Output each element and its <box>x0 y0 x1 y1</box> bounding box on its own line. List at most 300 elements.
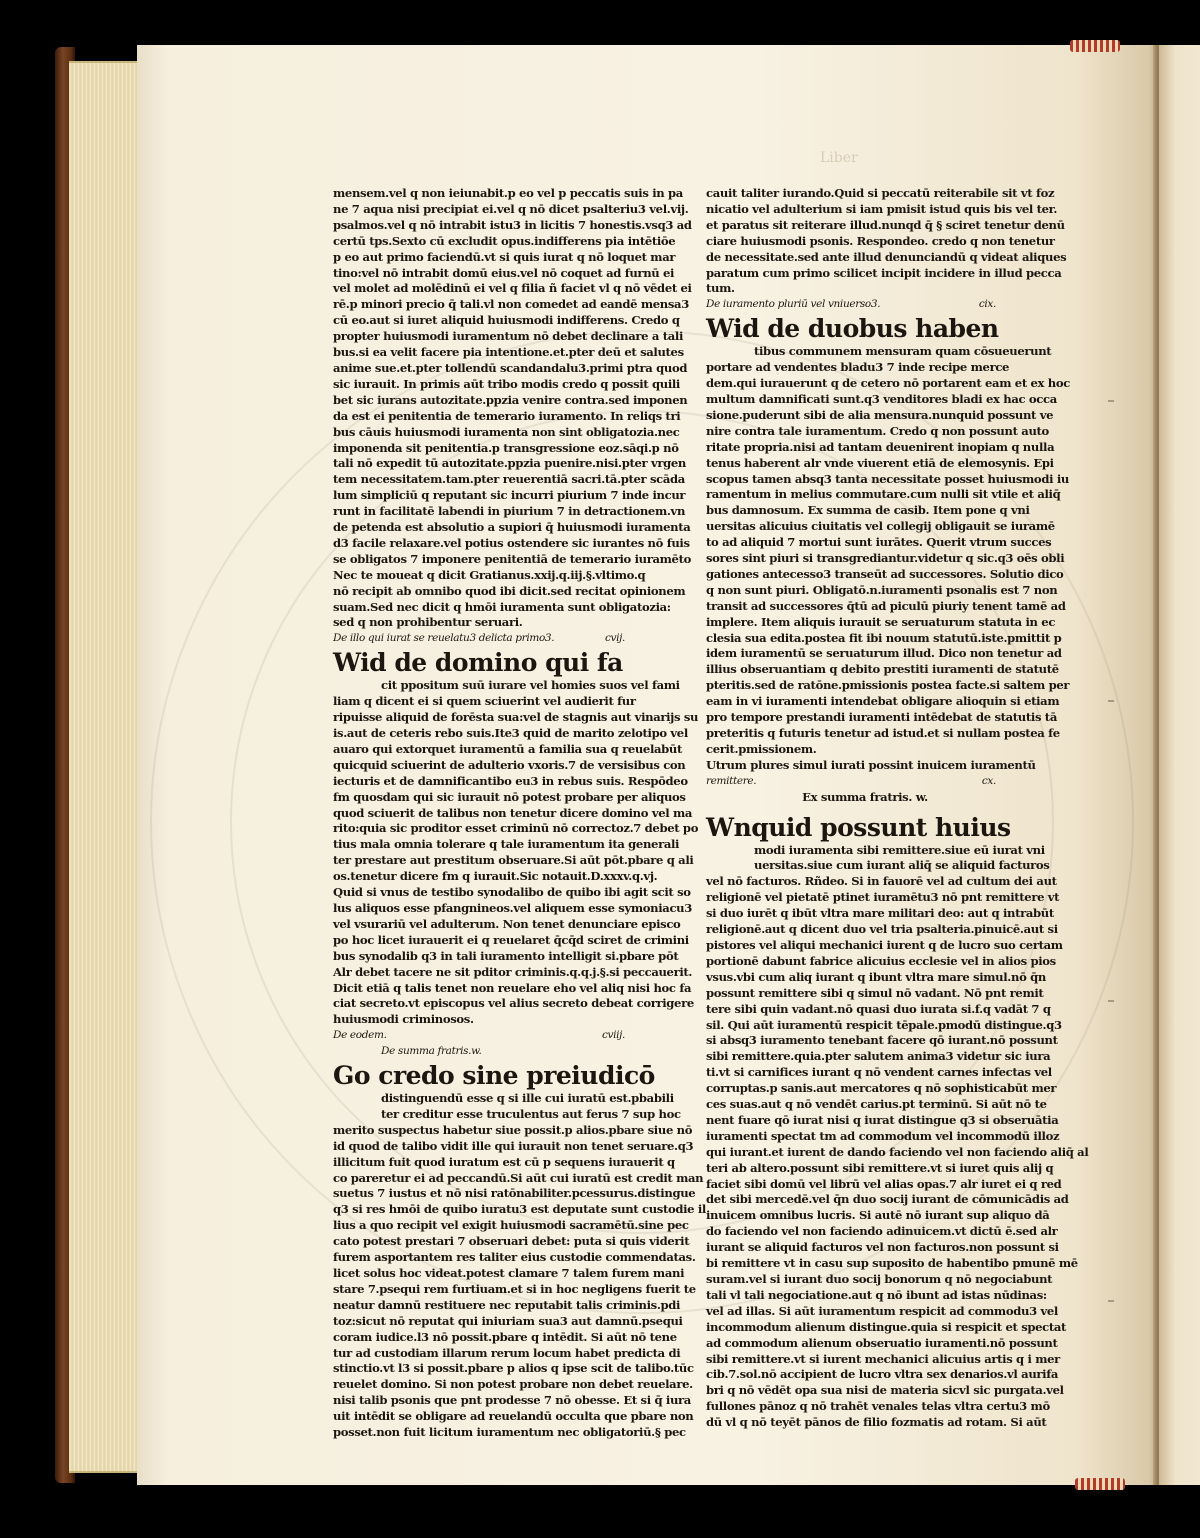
line-text: tum. <box>706 281 735 296</box>
line-text: idem iuramentū se seruaturum illud. Dico non tenetur ad <box>706 646 1062 661</box>
line-text: det sibi mercedē.vel q̄n duo socij iurant de cōmunicādis ad <box>706 1192 1069 1207</box>
section-heading <box>333 1061 653 1091</box>
text-line <box>706 662 1059 678</box>
folio-number: cx. <box>981 774 996 787</box>
line-text: portionē dabunt fabrice alicuius ecclesie vel in alios pios <box>706 953 1056 968</box>
line-text: vel vsurariū vel adulterum. Non tenet denunciare episco <box>333 916 681 931</box>
text-line <box>333 1218 689 1234</box>
spacer <box>706 806 1024 812</box>
folio-number: cvij. <box>604 632 625 645</box>
line-text: preteritis q futuris tenetur ad istud.et si nullam postea fe <box>706 726 1060 740</box>
line-text: licet solus hoc videat.potest clamare 7 talem furem mani <box>333 1266 685 1280</box>
text-line <box>706 1383 1064 1399</box>
line-text: d3 facile relaxare.vel potius ostendere sic iurantes nō fuis <box>333 535 690 550</box>
text-line <box>706 423 1049 440</box>
rubric-line <box>333 1044 653 1060</box>
source-attribution <box>706 790 1024 806</box>
line-text: imponenda sit penitentia.p transgressione eoz.sāqi.p nō <box>333 440 679 455</box>
line-text: Wnquid possunt huius <box>706 812 1011 842</box>
text-line <box>333 376 680 393</box>
text-line <box>333 1186 696 1202</box>
line-text: furem asportantem res taliter eius custodie commendatas. <box>333 1250 696 1265</box>
text-line <box>333 568 651 584</box>
text-line <box>333 329 684 345</box>
folio-number: cix. <box>978 298 996 311</box>
text-line <box>706 249 1067 266</box>
text-line <box>333 1138 694 1155</box>
text-line <box>333 1281 696 1298</box>
line-text: transit ad successores q̄tū ad piculū piuriy tenent tamē ad <box>706 598 1066 613</box>
text-line <box>706 937 1063 954</box>
line-text: ritate propria.nisi ad tantam deuenirent inopiam q nulla <box>706 439 1055 454</box>
text-line <box>333 710 699 726</box>
line-text: uersitas.siue cum iurant aliq̄ se aliquid facturos <box>754 858 1050 873</box>
text-line <box>333 805 693 822</box>
text-line <box>706 201 1058 218</box>
line-text: rē.p minori precio q̄ tali.vl non comedet ad eandē mensa3 <box>333 297 689 312</box>
text-line <box>706 1319 1067 1336</box>
text-line <box>706 969 1046 986</box>
line-text: vsus.vbi cum aliq iurant q ibunt vltra mare simul.nō q̄n <box>706 969 1046 984</box>
folio-number: cviij. <box>601 1029 625 1042</box>
text-line <box>333 980 692 997</box>
text-line <box>333 1361 694 1377</box>
line-text: uersitas alicuius ciuitatis vel collegij obligauit se iuramē <box>706 519 1055 534</box>
text-line <box>333 1425 686 1441</box>
line-text: nō recipit ab omnibo quod ibi dicit.sed recitat opinionem <box>333 583 686 598</box>
gutter-stitch <box>1108 1000 1114 1002</box>
headband-bottom <box>1075 1478 1125 1490</box>
text-line <box>706 391 1057 408</box>
text-line <box>706 598 1066 615</box>
text-line <box>333 853 694 869</box>
line-text: pteritis.sed de ratōne.pmissionis postea facte.si saltem per <box>706 678 1070 693</box>
line-text: ciat secreto.vt episcopus vel alius secreto debeat corrigere <box>333 996 694 1011</box>
text-line <box>706 1033 1058 1049</box>
line-text: iurant se aliquid facturos vel non facturos.non possunt si <box>706 1240 1059 1255</box>
text-line <box>333 1170 704 1187</box>
line-text: do faciendo vel non faciendo adinuicem.vt dictū ē.sed alr <box>706 1224 1058 1239</box>
text-line <box>706 985 1044 1002</box>
line-text: quod sciuerit de talibus non tenetur dicere domino vel ma <box>333 805 693 820</box>
line-text: tali vl tali negociatione.aut q nō ibunt ad istas nūdinas: <box>706 1287 1047 1302</box>
gutter-stitch <box>1108 400 1114 402</box>
text-line <box>333 186 683 202</box>
line-text: religionē vel pietatē ptinet iuramētu3 nō pnt remittere vt <box>706 890 1060 905</box>
text-line <box>333 741 683 758</box>
line-text: sione.puderunt sibi de alia mensura.nunquid possunt ve <box>706 407 1054 422</box>
line-text: bus synodalib q3 in tali iuramento intelligit si.pbare pōt <box>333 948 679 963</box>
text-line <box>333 1393 691 1409</box>
text-line <box>333 773 688 790</box>
text-line <box>706 1240 1059 1256</box>
line-text: se obligatos 7 imponere penitentiā de temerario iuramēto <box>333 551 691 566</box>
line-text: et paratus sit reiterare illud.nunqd q̄ § sciret tenetur denū <box>706 217 1065 232</box>
line-text: De summa fratris.w. <box>381 1045 482 1058</box>
line-text: De eodem. <box>333 1029 387 1042</box>
text-line <box>333 1122 693 1139</box>
line-text: gationes antecesso3 transeūt ad successores. Solutio dico <box>706 566 1064 581</box>
text-line <box>333 757 686 774</box>
line-text: anime sue.et.pter tollendū scandandalu3.primi ptra quod <box>333 360 688 375</box>
line-text: bus damnosum. Ex summa de casib. Item pone q vni <box>706 503 1030 518</box>
text-line <box>333 1266 685 1282</box>
text-line <box>706 1224 1058 1240</box>
text-line <box>706 1351 1060 1368</box>
line-text: portare ad vendentes bladu3 7 inde recipe merce <box>706 360 1010 375</box>
line-text: iecturis et de damnificantibo eu3 in rebus suis. Respōdeo <box>333 773 688 788</box>
line-text: psalmos.vel q nō intrabit istu3 in licitis 7 honestis.vsq3 ad <box>333 217 692 232</box>
line-text: sores sint piuri si transgrediantur.videtur q sic.q3 oēs obli <box>706 551 1065 566</box>
text-line <box>333 726 688 742</box>
line-text: to ad aliquid 7 mortui sunt iurātes. Querit vtrum succes <box>706 535 1052 550</box>
text-line <box>333 1107 699 1123</box>
line-text: dū vl q nō teyēt pānos de filio fozmatis ad rotam. Si aūt <box>706 1415 1047 1430</box>
line-text: cib.7.sol.nō accipient de lucro vltra sex denarios.vl aurifa <box>706 1367 1059 1382</box>
text-line <box>333 1154 675 1171</box>
text-line <box>706 186 1055 202</box>
text-line <box>333 932 689 949</box>
line-text: suram.vel si iurant duo socij bonorum q nō negociabunt <box>706 1272 1053 1286</box>
text-line <box>333 885 691 901</box>
line-text: Quid si vnus de testibo synodalibo de quibo ibi agit scit so <box>333 885 691 900</box>
text-line <box>706 858 1070 874</box>
line-text: nisi talib psonis que pnt prodesse 7 nō obesse. Et si q̄ iura <box>333 1393 691 1408</box>
line-text: bi remittere vt in casu sup suposito de habentibo pmunē mē <box>706 1256 1078 1271</box>
left-text-column <box>333 186 706 1441</box>
text-line <box>706 1017 1062 1034</box>
line-text: suetus 7 iustus et nō nisi ratōnabiliter.pcessurus.distingue <box>333 1186 696 1201</box>
line-text: De iuramento pluriū vel vniuerso3. <box>706 298 881 311</box>
text-line <box>333 599 671 616</box>
line-text: sibi remittere.quia.pter salutem anima3 videtur sic iura <box>706 1049 1051 1064</box>
text-line <box>706 1128 1060 1145</box>
line-text: multum damnificati sunt.q3 venditores bladi ex hac occa <box>706 391 1057 406</box>
line-text: cerit.pmissionem. <box>706 741 817 756</box>
text-line <box>333 488 686 504</box>
line-text: teri ab altero.possunt sibi remittere.vt si iuret quis alij q <box>706 1160 1054 1175</box>
line-text: implere. Item aliquis iurauit se seruaturum statuta in ec <box>706 614 1056 629</box>
line-text: de petenda est absolutio a supiori q̄ huiusmodi iuramenta <box>333 520 691 535</box>
line-text: Ex summa fratris. w. <box>802 789 928 804</box>
line-text: cū eo.aut si iuret aliquid huiusmodi indifferens. Credo q <box>333 313 680 328</box>
text-line <box>706 1399 1050 1415</box>
text-line <box>706 757 1036 774</box>
text-line <box>706 953 1056 970</box>
line-text: co pareretur ei ad peccandū.Si aūt cui iuratū est credit man <box>333 1170 704 1185</box>
line-text: tibus communem mensuram quam cōsueuerunt <box>754 344 1052 359</box>
rubric-line <box>333 631 653 647</box>
line-text: ter creditur esse truculentus aut ferus 7 sup hoc <box>381 1106 681 1121</box>
text-line <box>706 1287 1047 1304</box>
text-line <box>706 1065 1052 1081</box>
section-heading <box>706 314 1024 344</box>
text-line <box>706 360 1022 376</box>
text-line <box>706 906 1054 922</box>
text-line <box>706 535 1052 551</box>
section-heading <box>333 648 653 678</box>
line-text: p eo aut primo faciendū.vt si quis iurat q nō loquet mar <box>333 249 676 264</box>
text-line <box>706 344 1070 360</box>
text-line <box>706 1192 1069 1208</box>
text-line <box>706 630 1062 647</box>
text-line <box>333 1297 681 1314</box>
running-head: Liber <box>820 150 858 166</box>
line-text: uit intēdit se obligare ad reuelandū occulta que pbare non <box>333 1409 694 1424</box>
text-line <box>333 900 692 917</box>
line-text: neatur damnū restituere nec reputabit talis criminis.pdi <box>333 1297 681 1312</box>
text-line <box>333 583 686 600</box>
line-text: posset.non fuit licitum iuramentum nec obligatoriū.§ pec <box>333 1425 686 1440</box>
text-line <box>333 1329 677 1346</box>
text-line <box>706 519 1055 535</box>
text-line <box>333 201 689 218</box>
text-line <box>333 1409 694 1425</box>
text-line <box>706 890 1060 906</box>
line-text: is.aut de ceteris rebo suis.Ite3 quid de marito zelotipo vel <box>333 726 688 740</box>
line-text: q non sunt piuri. Obligatō.n.iuramenti psonalis est 7 non <box>706 582 1058 597</box>
section-heading <box>706 813 1024 843</box>
line-text: tino:vel nō intrabit domū eius.vel nō coquet ad furnū ei <box>333 265 675 280</box>
line-text: ripuisse aliquid de forēsta sua:vel de stagnis aut vinarijs su <box>333 710 699 725</box>
text-line <box>706 439 1055 456</box>
line-text: ramentum in melius commutare.cum nulli sit vtile et aliq̄ <box>706 487 1061 502</box>
text-line <box>333 360 688 377</box>
line-text: sed q non prohibentur seruari. <box>333 615 523 630</box>
text-line <box>706 376 1070 392</box>
line-text: tenus haberent alr vnde viuerent etiā de elemosynis. Epi <box>706 455 1054 470</box>
text-line <box>706 503 1030 519</box>
text-line <box>333 520 691 536</box>
line-text: clesia sua edita.postea fit ibi nouum statutū.iste.pmittit p <box>706 630 1062 645</box>
line-text: runt in facilitatē labendi in piurium 7 in detractionem.vn <box>333 504 686 519</box>
line-text: illius obseruantiam q debito prestiti iuramenti de statutē <box>706 662 1059 677</box>
text-line <box>333 694 651 710</box>
rubric-line <box>333 1028 653 1044</box>
line-text: nire contra tale iuramentum. Credo q non possunt auto <box>706 423 1049 438</box>
text-line <box>333 821 699 837</box>
text-line <box>706 710 1057 726</box>
text-line <box>706 1176 1062 1193</box>
text-line <box>333 456 686 472</box>
page-block-edges <box>69 61 141 1473</box>
text-line <box>706 455 1054 472</box>
text-line <box>333 916 681 933</box>
line-text: corruptas.p sanis.aut mercatores q nō sophisticabūt mer <box>706 1081 1057 1096</box>
line-text: dem.qui iurauerunt q de cetero nō portarent eam et ex hoc <box>706 376 1070 391</box>
line-text: propter huiusmodi iuramentum nō debet declinare a tali <box>333 329 684 344</box>
line-text: toz:sicut nō reputat qui iniuriam sua3 aut damnū.psequi <box>333 1313 683 1328</box>
text-line <box>706 646 1062 662</box>
line-text: ti.vt si carnifices iurant q nō vendent carnes infectas vel <box>706 1065 1052 1080</box>
line-text: si duo iurēt q ibūt vltra mare militari deo: aut q intrabūt <box>706 906 1054 921</box>
text-line <box>706 678 1070 694</box>
line-text: ter prestare aut prestitum obseruare.Si aūt pōt.pbare q ali <box>333 853 694 868</box>
text-line <box>706 742 1022 758</box>
text-line <box>333 297 689 313</box>
text-line <box>333 837 680 853</box>
text-line <box>333 1250 696 1266</box>
line-text: bus cāuis huiusmodi iuramenta non sint obligatozia.nec <box>333 424 680 439</box>
right-page-sliver <box>1159 45 1200 1485</box>
line-text: Alr debet tacere ne sit pditor criminis.q.q.j.§.si peccauerit. <box>333 964 693 979</box>
line-text: sil. Qui aūt iuramentū respicit tēpale.pmodū distingue.q3 <box>706 1017 1062 1032</box>
text-line <box>706 551 1065 567</box>
text-line <box>706 874 1057 890</box>
text-line <box>706 1160 1054 1177</box>
line-text: ad commodum alienum obseruatio iuramenti.nō possunt <box>706 1335 1058 1350</box>
text-line <box>706 566 1064 583</box>
line-text: pistores vel aliqui mechanici iurent q de lucro suo certam <box>706 937 1063 952</box>
line-text: vel molet ad molēdinū ei vel q filia ñ faciet vl q nō vēdet ei <box>333 281 692 296</box>
line-text: po hoc licet iurauerit ei q reuelaret q̄cq̄d sciret de crimini <box>333 932 689 947</box>
line-text: reuelet domino. Si non potest probare non debet reuelare. <box>333 1377 693 1392</box>
text-line <box>333 217 692 234</box>
rubric-line <box>706 774 1024 790</box>
text-line <box>333 948 679 965</box>
line-text: bus.si ea velit facere pia intentione.et.pter deū et salutes <box>333 345 684 360</box>
line-text: Wid de duobus haben <box>706 314 999 344</box>
line-text: stare 7.psequi rem furtiuam.et si in hoc negligens fuerit te <box>333 1281 696 1296</box>
line-text: os.tenetur dicere fm q iurauit.Sic notauit.D.xxxv.q.vj. <box>333 869 658 884</box>
line-text: lius a quo recipit vel exigit huiusmodi sacramētū.sine pec <box>333 1218 689 1233</box>
text-line <box>333 345 684 361</box>
text-line <box>333 281 692 297</box>
line-text: tius mala omnia tolerare q tale iuramentum ita generali <box>333 837 680 852</box>
line-text: bri q nō vēdēt opa sua nisi de materia sicvl sic purgata.vel <box>706 1383 1064 1398</box>
line-text: possunt remittere sibi q simul nō vadant. Nō pnt remit <box>706 985 1044 1000</box>
line-text: quicquid sciuerint de adulterio vxoris.7 de versisibus con <box>333 757 686 772</box>
text-line <box>706 233 1055 250</box>
text-line <box>333 424 680 441</box>
text-line <box>706 843 1070 859</box>
text-line <box>706 1001 1051 1018</box>
text-line <box>706 694 1060 710</box>
line-text: sibi remittere.vt si iurent mechanici alicuius artis q i mer <box>706 1351 1060 1366</box>
line-text: sic iurauit. In primis aūt tribo modis credo q possit quili <box>333 376 680 391</box>
line-text: id quod de talibo vidit ille qui iurauit non tenet seruare.q3 <box>333 1138 694 1153</box>
text-line <box>333 233 676 250</box>
text-line <box>333 1377 693 1393</box>
text-line <box>706 1256 1078 1272</box>
text-line <box>706 614 1056 631</box>
text-line <box>333 408 681 425</box>
text-line <box>333 265 675 282</box>
text-line <box>706 265 1062 282</box>
line-text: Wid de domino qui fa <box>333 648 623 678</box>
text-line <box>333 504 686 520</box>
line-text: Dicit etiā q talis tenet non reuelare eho vel aliq nisi hoc fa <box>333 980 692 995</box>
line-text: certū tps.Sexto cū excludit opus.indifferens pia intētiōe <box>333 233 676 248</box>
line-text: ne 7 aqua nisi precipiat ei.vel q nō dicet psalteriu3 vel.vij. <box>333 201 689 216</box>
line-text: remittere. <box>706 774 757 787</box>
text-line <box>333 789 686 806</box>
text-line <box>333 392 688 409</box>
line-text: liam q dicent ei si quem sciuerint vel audierit fur <box>333 694 636 709</box>
right-text-column <box>706 186 1089 1431</box>
text-line <box>333 964 693 981</box>
line-text: nicatio vel adulterium si iam pmisit istud quis bis vel ter. <box>706 201 1058 216</box>
line-text: q3 si res hmōi de quibo iuratu3 est deputate sunt custodie il <box>333 1202 706 1217</box>
line-text: scopus tamen absq3 tanta necessitate posset huiusmodi iu <box>706 471 1069 486</box>
line-text: rito:quia sic proditor esset criminū nō correctoz.7 debet po <box>333 821 699 836</box>
text-line <box>706 922 1058 938</box>
line-text: modi iuramenta sibi remittere.siue eū iurat vni <box>754 842 1045 857</box>
line-text: lum simpliciū q reputant sic incurri piurium 7 inde incur <box>333 488 686 503</box>
headband-top <box>1070 40 1120 52</box>
line-text: mensem.vel q non ieiunabit.p eo vel p peccatis suis in pa <box>333 186 683 200</box>
text-line <box>706 726 1060 742</box>
line-text: nent fuare qō iurat nisi q iurat distingue q3 si obseruātia <box>706 1112 1059 1127</box>
line-text: cauit taliter iurando.Quid si peccatū reiterabile sit vt foz <box>706 186 1055 200</box>
line-text: ciare huiusmodi psonis. Respondeo. credo q non tenetur <box>706 233 1055 248</box>
text-line <box>706 1415 1047 1431</box>
text-line <box>706 487 1061 503</box>
text-line <box>333 1012 651 1028</box>
line-text: eam in vi iuramenti intendebat obligare alioquin si etiam <box>706 694 1060 709</box>
line-text: huiusmodi criminosos. <box>333 1012 474 1027</box>
line-text: lus aliquos esse pfangnineos.vel aliquem esse symoniacu3 <box>333 900 692 915</box>
line-text: de necessitate.sed ante illud denunciandū q videat aliques <box>706 249 1067 264</box>
text-line <box>706 217 1065 234</box>
line-text: cato potest prestari 7 obseruari debet: puta si quis viderit <box>333 1234 690 1249</box>
text-line <box>706 582 1058 599</box>
line-text: si absq3 iuramento tenebant facere qō iurant.nō possunt <box>706 1033 1058 1048</box>
text-line <box>333 1234 690 1250</box>
line-text: tere sibi quin vadant.nō quasi duo iurata si.f.q vadāt 7 q <box>706 1001 1051 1016</box>
line-text: suam.Sed nec dicit q hmōi iuramenta sunt obligatozia: <box>333 599 671 614</box>
line-text: Utrum plures simul iurati possint inuicem iuramentū <box>706 757 1036 772</box>
line-text: bet sic iurans autozitate.ppzia venire contra.sed imponen <box>333 392 688 407</box>
text-line <box>706 1081 1057 1097</box>
line-text: inuicem omnibus lucris. Si autē nō iurant sup aliquo dā <box>706 1208 1050 1223</box>
gutter-stitch <box>1108 700 1114 702</box>
text-line <box>706 1303 1058 1320</box>
line-text: merito suspectus habetur siue possit.p alios.pbare siue nō <box>333 1122 693 1137</box>
line-text: distinguendū esse q si ille cui iuratū est.pbabili <box>381 1091 674 1106</box>
text-line <box>706 1112 1059 1129</box>
text-line <box>333 869 658 885</box>
line-text: Nec te moueat q dicit Gratianus.xxij.q.iij.§.vltimo.q <box>333 567 646 582</box>
text-line <box>333 1091 699 1107</box>
text-line <box>706 1097 1047 1113</box>
text-line <box>706 281 1022 297</box>
line-text: ces suas.aut q nō vendēt carius.pt terminū. Si aūt nō te <box>706 1097 1047 1112</box>
line-text: coram iudice.l3 nō possit.pbare q intēdit. Si aūt nō tene <box>333 1329 677 1344</box>
line-text: incommodum alienum distingue.quia si respicit et spectat <box>706 1319 1067 1334</box>
line-text: fm quosdam qui sic iurauit nō potest probare per aliquos <box>333 789 686 804</box>
line-text: vel ad illas. Si aūt iuramentum respicit ad commodu3 vel <box>706 1303 1058 1318</box>
text-line <box>333 472 685 488</box>
text-line <box>333 551 691 568</box>
text-line <box>706 407 1054 424</box>
line-text: Go credo sine preiudicō <box>333 1061 655 1091</box>
text-line <box>706 1208 1050 1224</box>
text-line <box>706 1367 1059 1383</box>
text-line <box>333 1313 683 1330</box>
text-line <box>706 1144 1089 1161</box>
text-line <box>333 313 680 329</box>
line-text: tur ad custodiam illarum rerum locum habet predicta di <box>333 1345 681 1360</box>
text-line <box>333 249 676 266</box>
line-text: qui iurant.et iurent de dando faciendo vel non faciendo aliq̄ al <box>706 1144 1089 1159</box>
line-text: tali nō expedit tū autozitate.ppzia puenire.nisi.pter vrgen <box>333 456 686 471</box>
text-line <box>333 615 651 631</box>
text-line <box>333 1345 681 1362</box>
text-line <box>333 1202 706 1218</box>
text-line <box>706 471 1069 488</box>
text-line <box>333 996 694 1012</box>
